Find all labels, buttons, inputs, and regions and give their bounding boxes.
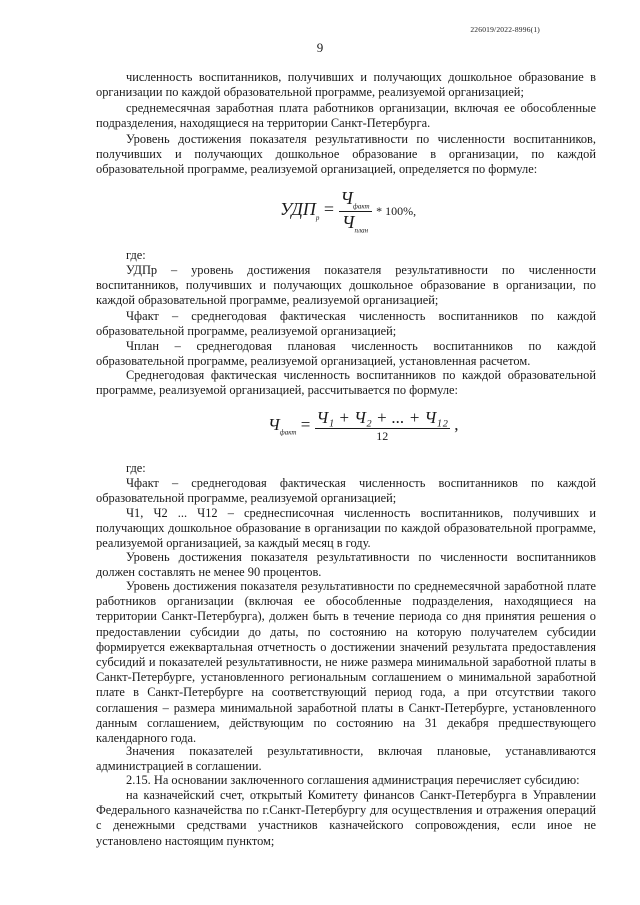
- document-id: 226019/2022-8996(1): [470, 25, 540, 34]
- paragraph: где:: [126, 248, 146, 262]
- formula-chfakt: $Ч_{факт}$ = $\frac{\text{Ч₁ + Ч₂ + ... + Ч₁₂}}{12}$ ,: [268, 408, 459, 443]
- paragraph: численность воспитанников, получивших и получающих дошкольное образование в организации по каждой образовательной программе, реализуемой организацией;: [96, 70, 596, 100]
- paragraph: Уровень достижения показателя результативности по численности воспитанников, получивших и получающих дошкольное образование в организации, по каждой образовательной программе, реализуемой организацией, определяется по формуле:: [96, 132, 596, 177]
- paragraph: УДПр – уровень достижения показателя результативности по численности воспитанников, получивших и получающих дошкольное образование в организации, по каждой образовательной программе, реализуемой организацией;: [96, 263, 596, 308]
- paragraph: Чплан – среднегодовая плановая численность воспитанников по каждой образовательной программе, реализуемой организацией, установленная расчетом.: [96, 339, 596, 369]
- paragraph: 2.15. На основании заключенного соглашения администрация перечисляет субсидию:: [126, 773, 580, 787]
- paragraph: Ч1, Ч2 ... Ч12 – среднесписочная численность воспитанников, получивших и получающих дошкольное образование в организации по каждой образовательной программе, реализуемой организацией, за каждый месяц в году.: [96, 506, 596, 551]
- paragraph: Среднегодовая фактическая численность воспитанников по каждой образовательной программе, реализуемой организацией, рассчитывается по формуле:: [96, 368, 596, 398]
- paragraph: Уровень достижения показателя результативности по численности воспитанников должен составлять не менее 90 процентов.: [96, 550, 596, 580]
- paragraph: Чфакт – среднегодовая фактическая численность воспитанников по каждой образовательной программе, реализуемой организацией;: [96, 309, 596, 339]
- paragraph: Чфакт – среднегодовая фактическая численность воспитанников по каждой образовательной программе, реализуемой организацией;: [96, 476, 596, 506]
- page-number: 9: [316, 40, 324, 55]
- paragraph: среднемесячная заработная плата работников организации, включая ее обособленные подразделения, находящиеся на территории Санкт-Петербурга.: [96, 101, 596, 131]
- paragraph: Значения показателей результативности, включая плановые, устанавливаются администрацией в соглашении.: [96, 744, 596, 774]
- paragraph: на казначейский счет, открытый Комитету финансов Санкт-Петербурга в Управлении Федерального казначейства по г.Санкт-Петербургу для осуществления и отражения операций с денежными средствами участников казначейского сопровождения, если иное не установлено настоящим пунктом;: [96, 788, 596, 848]
- paragraph: Уровень достижения показателя результативности по среднемесячной заработной плате работников организации (включая ее обособленные подразделения, находящиеся на территории Санкт-Петербурга), должен быть в течение периода со дня принятия решения о предоставлении субсидии до даты, по состоянию на которую получателем субсидии формируется ежеквартальная отчетность о достижении значений результата предоставления субсидий и показателей результативности, не ниже размера минимальной заработной платы в Санкт-Петербурге, установленного региональным соглашением о минимальной заработной плате в Санкт-Петербурге на соответствующий период года, а при отсутствии такого соглашения – размера минимальной заработной платы в Санкт-Петербурге, установленного данным соглашением, действующим по состоянию на 31 декабря предшествующего календарного года.: [96, 579, 596, 746]
- formula-udp: $УДП_р$ = $\frac{Ч_{факт}}{Ч_{план}}$ * 100%,: [280, 188, 417, 235]
- paragraph: где:: [126, 461, 146, 475]
